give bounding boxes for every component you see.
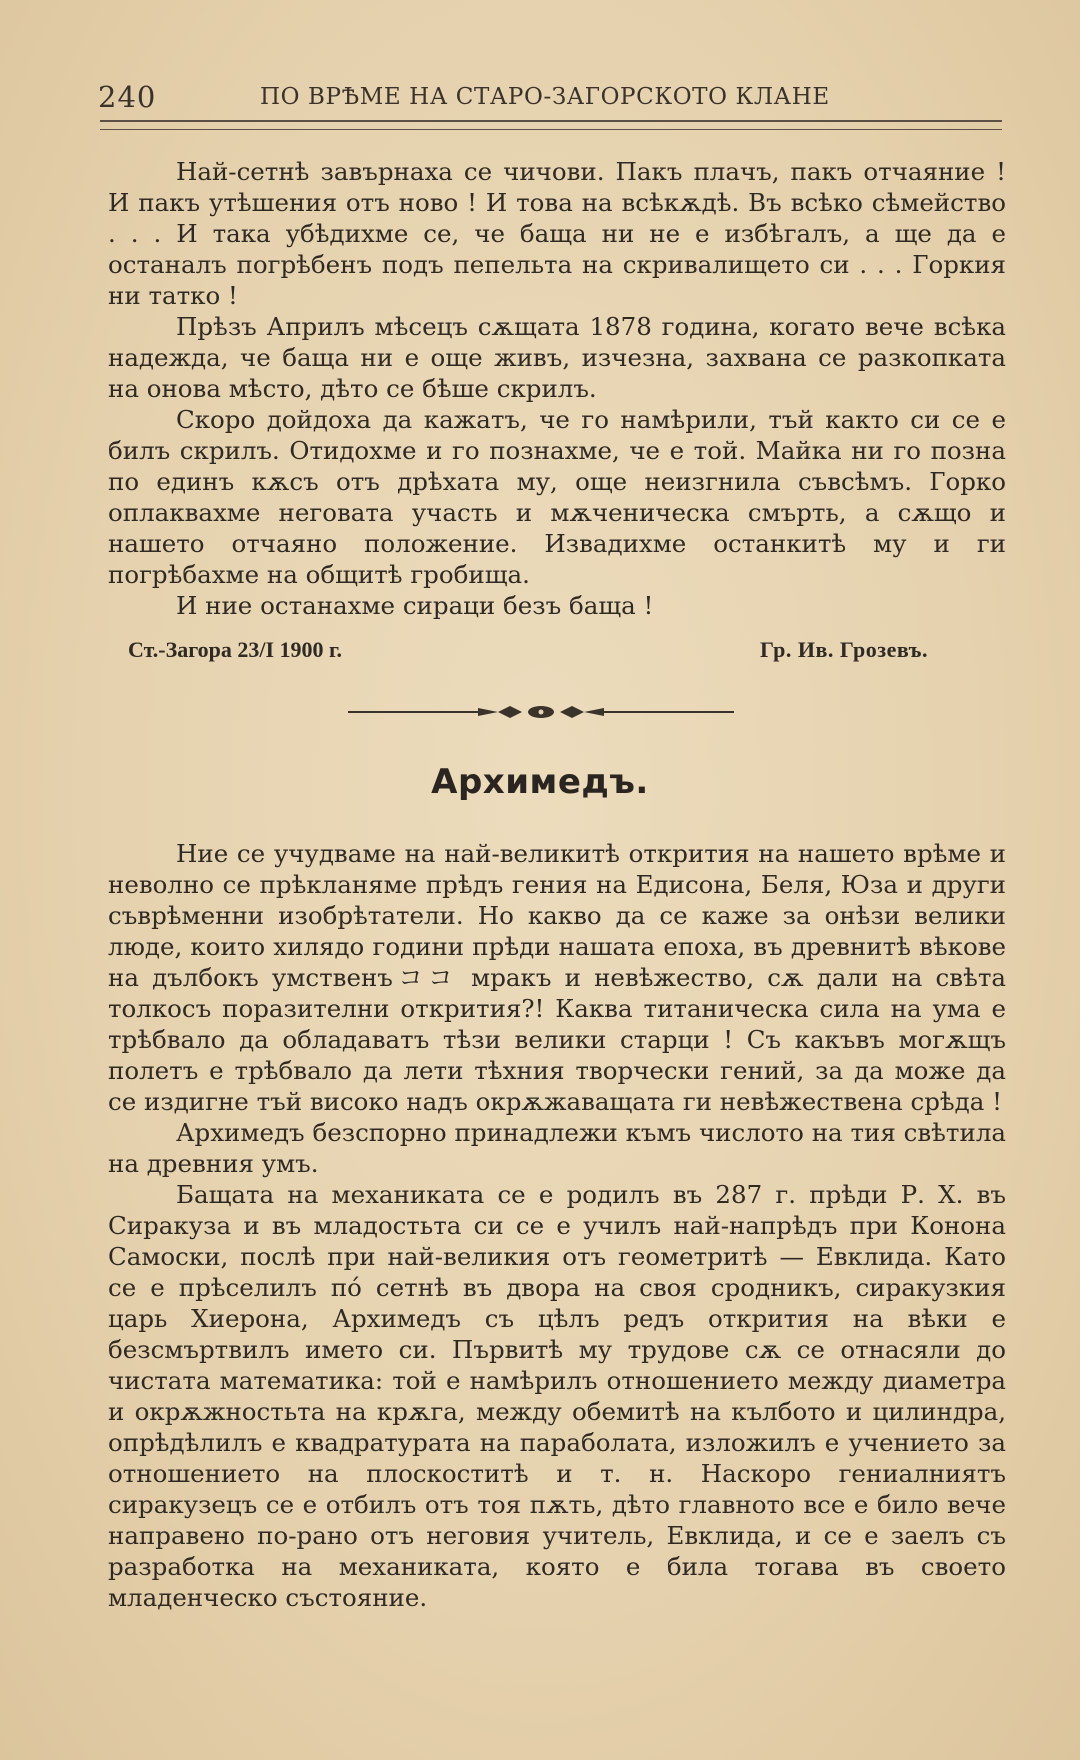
section-title: Архимедъ. xyxy=(431,762,649,802)
paragraph: Ние се учудваме на най-великитѣ открития на нашето врѣме и неволно се прѣкланяме прѣдъ гения на Едисона, Беля, Юза и други съврѣменни изобрѣтатели. Но какво да се каже за онѣзи велики люде, които хилядо години прѣди нашата епоха, въ древнитѣ вѣкове на дълбокъ умственъココ мракъ и невѣжество, сѫ дали на свѣта толкосъ поразителни открития?! Каква титаническа сила на ума е трѣбвало да обладаватъ тѣзи велики старци ! Съ какъвъ могѫщъ полетъ е трѣбвало да лети тѣхния творчески гений, за да може да се издигне тъй високо надъ окрѫжаващата ги невѣжествена срѣда ! xyxy=(108,839,1006,1116)
running-title: ПО ВРѢМЕ НА СТАРО-ЗАГОРСКОТО КЛАНЕ xyxy=(260,84,830,110)
place-date: Ст.-Загора 23/I 1900 г. xyxy=(128,637,343,662)
header-rule xyxy=(100,120,1002,130)
paragraph: И ние останахме сираци безъ баща ! xyxy=(176,591,654,620)
archimedes-article xyxy=(108,838,1006,1613)
section-divider-ornament xyxy=(348,700,734,724)
paragraph: Най-сетнѣ завърнаха се чичови. Пакъ плачъ, пакъ отчаяние ! И пакъ утѣшения отъ ново ! И това на всѣкѫдѣ. Въ всѣко сѣмейство . . . И така убѣдихме се, че баща ни не е избѣгалъ, а ще да е останалъ погрѣбенъ подъ пепельта на скривалището си . . . Горкия ни татко ! xyxy=(108,157,1006,310)
paragraph: Скоро дойдоха да кажатъ, че го намѣрили, тъй както си се е билъ скрилъ. Отидохме и го познахме, че е той. Майка ни го позна по единъ кѫсъ отъ дрѣхата му, още неизгнила съвсѣмъ. Горко оплаквахме неговата участь и мѫченическа смърть, а сѫщо и нашето отчаяно положение. Извадихме останкитѣ му и ги погрѣбахме на общитѣ гробища. xyxy=(108,405,1006,589)
author-name: Гр. Ив. Грозевъ. xyxy=(760,637,928,662)
page-header xyxy=(98,80,1002,120)
page-number: 240 xyxy=(98,80,157,114)
paragraph: Прѣзъ Априлъ мѣсецъ сѫщата 1878 година, когато вече всѣка надежда, че баща ни е още живъ, изчезна, захвана се разкопката на онова мѣсто, дѣто се бѣше скрилъ. xyxy=(108,312,1006,403)
paragraph: Бащата на механиката се е родилъ въ 287 г. прѣди Р. Х. въ Сиракуза и въ младостьта си се е училъ най-напрѣдъ при Конона Самоски, послѣ при най-великия отъ геометритѣ — Евклида. Като се е прѣселилъ по́ сетнѣ въ двора на своя сродникъ, сиракузкия царь Хиерона, Архимедъ съ цѣлъ редъ открития на вѣки е безсмъртвилъ името си. Първитѣ му трудове сѫ се отнасяли до чистата математика: той е намѣрилъ отношението между диаметра и окрѫжностьта на крѫга, между обемитѣ на кълбото и цилиндра, опрѣдѣлилъ е квадратурата на параболата, изложилъ е учението за отношението на плоскоститѣ и т. н. Наскоро гениалниятъ сиракузецъ се е отбилъ отъ тоя пѫть, дѣто главното все е било вече направено по-рано отъ неговия учитель, Евклида, и се е заелъ съ разработка на механиката, която е била тогава въ своето младенческо състояние. xyxy=(108,1180,1006,1612)
paragraph: Архимедъ безспорно принадлежи къмъ числото на тия свѣтила на древния умъ. xyxy=(108,1118,1006,1178)
story-conclusion xyxy=(108,156,1006,621)
signature-line xyxy=(128,637,928,671)
